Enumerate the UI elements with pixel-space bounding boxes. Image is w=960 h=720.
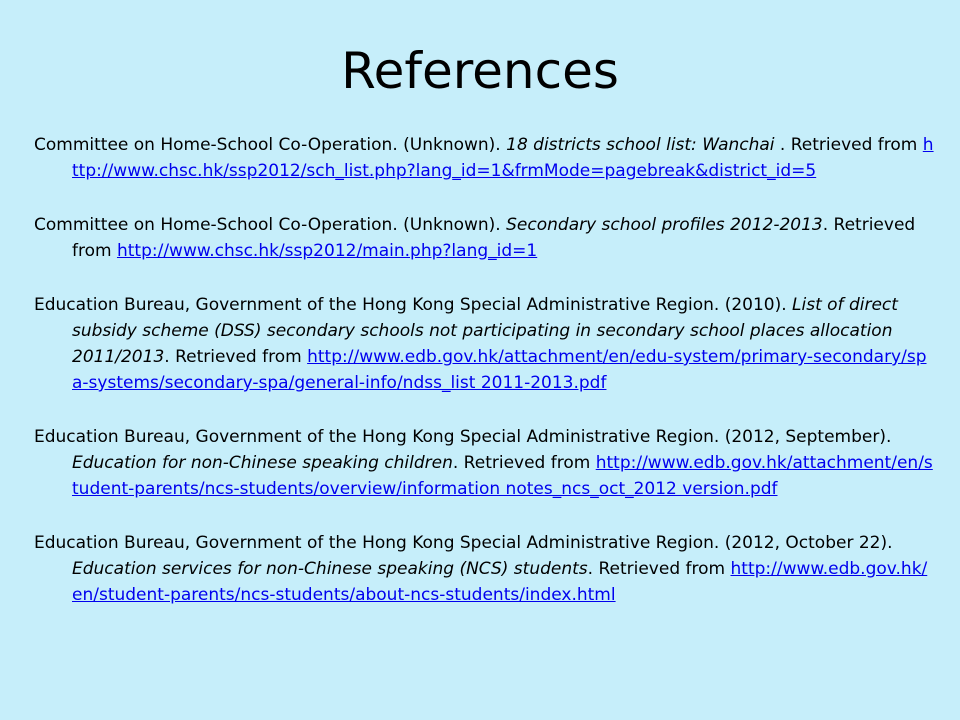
reference-title: Education services for non-Chinese speaking (NCS) students — [72, 559, 588, 579]
reference-author: Education Bureau, Government of the Hong Kong Special Administrative Region. (2012, September). — [34, 427, 892, 447]
reference-retrieved: . Retrieved from — [774, 135, 923, 155]
reference-title: List of direct subsidy scheme (DSS) secondary schools not participating in secondary school places allocation 2011/2013 — [72, 295, 898, 367]
reference-title: Education for non-Chinese speaking children — [72, 453, 453, 473]
reference-link[interactable]: http://www.chsc.hk/ssp2012/main.php?lang_id=1 — [116, 241, 538, 261]
reference-item — [34, 530, 934, 608]
reference-link[interactable]: http://www.edb.gov.hk/attachment/en/edu-system/primary-secondary/spa-systems/secondary-spa/general-info/ndss_list 2011-2013.pdf — [72, 347, 927, 393]
reference-item — [34, 132, 934, 184]
reference-link[interactable]: http://www.chsc.hk/ssp2012/sch_list.php?lang_id=1&frmMode=pagebreak&district_id=5 — [72, 135, 934, 181]
reference-link[interactable]: http://www.edb.gov.hk/attachment/en/student-parents/ncs-students/overview/information notes_ncs_oct_2012 version.pdf — [72, 453, 933, 499]
reference-link[interactable]: http://www.edb.gov.hk/en/student-parents/ncs-students/about-ncs-students/index.html — [72, 559, 928, 605]
reference-list — [34, 132, 934, 636]
reference-item — [34, 424, 934, 502]
reference-author: Committee on Home-School Co-Operation. (Unknown). — [34, 215, 507, 235]
reference-item — [34, 292, 934, 396]
reference-retrieved: . Retrieved from — [164, 347, 308, 367]
reference-author: Education Bureau, Government of the Hong Kong Special Administrative Region. (2010). — [34, 295, 793, 315]
reference-title: 18 districts school list: Wanchai — [506, 135, 775, 155]
reference-retrieved: . Retrieved from — [587, 559, 731, 579]
reference-retrieved: . Retrieved from — [452, 453, 596, 473]
reference-item — [34, 212, 934, 264]
reference-author: Committee on Home-School Co-Operation. (Unknown). — [34, 135, 507, 155]
reference-title: Secondary school profiles 2012-2013 — [506, 215, 823, 235]
slide-title: References — [341, 42, 619, 100]
reference-retrieved: . Retrieved from — [72, 215, 916, 261]
reference-author: Education Bureau, Government of the Hong Kong Special Administrative Region. (2012, October 22). — [34, 533, 893, 553]
